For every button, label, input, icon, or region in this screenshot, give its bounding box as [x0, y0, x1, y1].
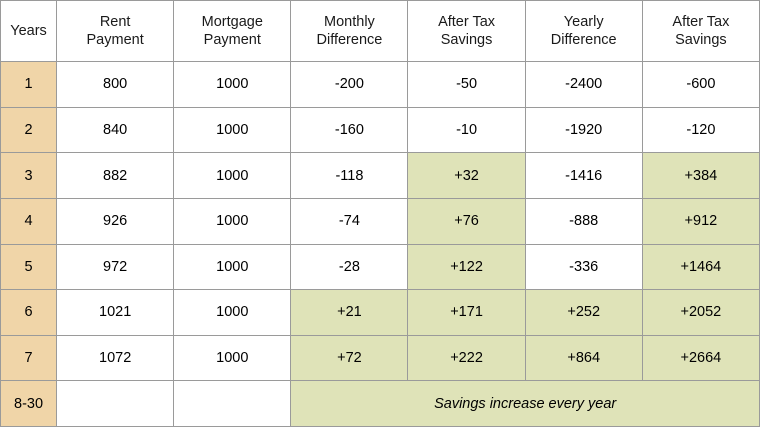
cell-after-tax-monthly: -50	[408, 62, 525, 108]
cell-yearly-difference: -1416	[525, 153, 642, 199]
cell-rent: 1021	[57, 290, 174, 336]
cell-monthly-difference: -28	[291, 244, 408, 290]
cell-mortgage: 1000	[174, 107, 291, 153]
cell-after-tax-monthly: +171	[408, 290, 525, 336]
cell-year: 1	[1, 62, 57, 108]
cell-monthly-difference: -160	[291, 107, 408, 153]
column-header-after-tax-savings-yearly-line2: Savings	[675, 32, 727, 48]
cell-after-tax-yearly: +2052	[642, 290, 759, 336]
table-row	[1, 153, 760, 199]
cell-yearly-difference: +252	[525, 290, 642, 336]
cell-monthly-difference: -118	[291, 153, 408, 199]
cell-mortgage-empty	[174, 381, 291, 427]
cell-year: 5	[1, 244, 57, 290]
column-header-rent-payment-line1: Rent	[99, 13, 131, 30]
cell-after-tax-yearly: +2664	[642, 335, 759, 381]
column-header-years	[1, 1, 57, 62]
cell-yearly-difference: +864	[525, 335, 642, 381]
column-header-after-tax-savings-monthly-line1: After Tax	[438, 13, 496, 30]
column-header-after-tax-savings-yearly	[642, 1, 759, 62]
column-header-mortgage-payment-line1: Mortgage	[201, 13, 263, 30]
cell-mortgage: 1000	[174, 244, 291, 290]
cell-after-tax-monthly: +76	[408, 198, 525, 244]
cell-monthly-difference: -200	[291, 62, 408, 108]
cell-year-range: 8-30	[1, 381, 57, 427]
column-header-rent-payment	[57, 1, 174, 62]
column-header-after-tax-savings-monthly-line2: Savings	[440, 32, 493, 48]
column-header-mortgage-payment	[174, 1, 291, 62]
table-row	[1, 198, 760, 244]
cell-yearly-difference: -2400	[525, 62, 642, 108]
cell-year: 2	[1, 107, 57, 153]
cell-rent: 972	[57, 244, 174, 290]
footer-note: Savings increase every year	[291, 381, 760, 427]
table-row	[1, 244, 760, 290]
cell-monthly-difference: +72	[291, 335, 408, 381]
cell-year: 7	[1, 335, 57, 381]
column-header-yearly-difference	[525, 1, 642, 62]
cell-after-tax-monthly: -10	[408, 107, 525, 153]
column-header-monthly-difference	[291, 1, 408, 62]
cell-mortgage: 1000	[174, 290, 291, 336]
table-header-row	[1, 1, 760, 62]
cell-after-tax-yearly: +1464	[642, 244, 759, 290]
cell-mortgage: 1000	[174, 198, 291, 244]
cell-monthly-difference: +21	[291, 290, 408, 336]
cell-after-tax-yearly: -120	[642, 107, 759, 153]
cell-yearly-difference: -888	[525, 198, 642, 244]
cell-year: 6	[1, 290, 57, 336]
table-row	[1, 335, 760, 381]
cell-rent: 840	[57, 107, 174, 153]
cell-after-tax-yearly: -600	[642, 62, 759, 108]
cell-rent: 882	[57, 153, 174, 199]
column-header-rent-payment-line2: Payment	[86, 32, 144, 48]
cell-yearly-difference: -336	[525, 244, 642, 290]
column-header-yearly-difference-line2: Difference	[550, 32, 617, 48]
column-header-mortgage-payment-line2: Payment	[203, 32, 261, 48]
cell-mortgage: 1000	[174, 335, 291, 381]
cell-year: 3	[1, 153, 57, 199]
table-footer-row	[1, 381, 760, 427]
table-row	[1, 62, 760, 108]
column-header-after-tax-savings-monthly	[408, 1, 525, 62]
cell-rent: 800	[57, 62, 174, 108]
cell-after-tax-monthly: +222	[408, 335, 525, 381]
cell-yearly-difference: -1920	[525, 107, 642, 153]
cell-year: 4	[1, 198, 57, 244]
table-row	[1, 290, 760, 336]
cell-rent-empty	[57, 381, 174, 427]
table-row	[1, 107, 760, 153]
cell-monthly-difference: -74	[291, 198, 408, 244]
cell-rent: 926	[57, 198, 174, 244]
cell-after-tax-yearly: +384	[642, 153, 759, 199]
cell-rent: 1072	[57, 335, 174, 381]
cell-mortgage: 1000	[174, 153, 291, 199]
column-header-years-line1: Years	[10, 22, 47, 39]
cell-after-tax-yearly: +912	[642, 198, 759, 244]
column-header-monthly-difference-line1: Monthly	[324, 13, 375, 30]
cell-mortgage: 1000	[174, 62, 291, 108]
column-header-monthly-difference-line2: Difference	[316, 32, 383, 48]
column-header-yearly-difference-line1: Yearly	[563, 13, 604, 30]
column-header-after-tax-savings-yearly-line1: After Tax	[672, 13, 730, 30]
cell-after-tax-monthly: +122	[408, 244, 525, 290]
cell-after-tax-monthly: +32	[408, 153, 525, 199]
